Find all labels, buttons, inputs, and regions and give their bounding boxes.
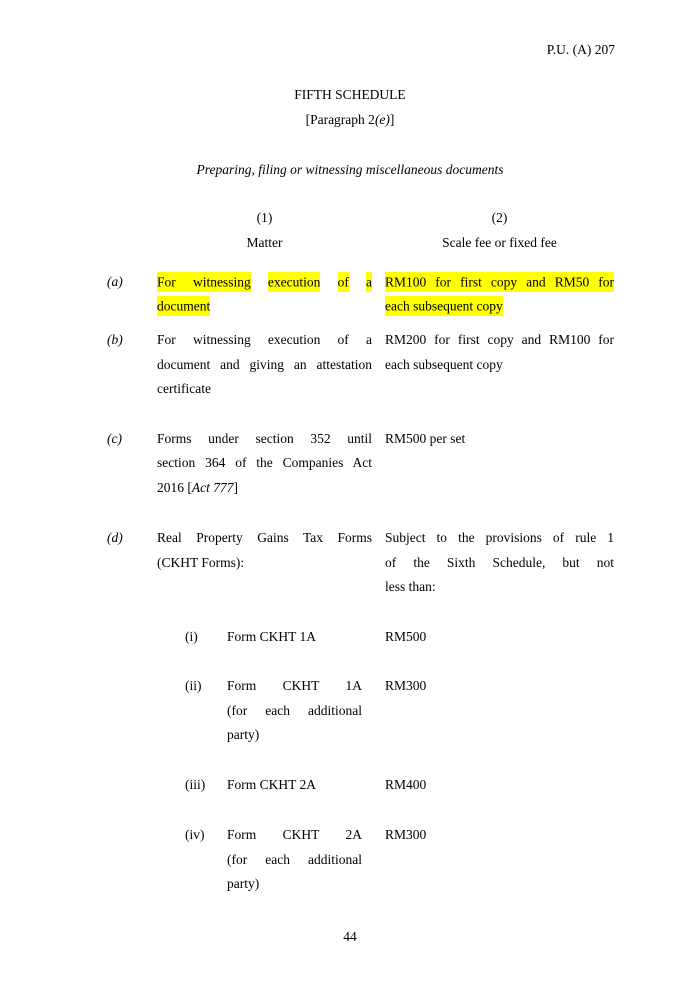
highlight: For witnessing: [157, 272, 251, 292]
table-header: [85, 206, 615, 255]
page-number: 44: [343, 928, 357, 944]
table-caption: Preparing, filing or witnessing miscellaneous documents: [196, 162, 504, 177]
row-label: (a): [107, 274, 123, 289]
act-reference: Act 777: [191, 479, 234, 495]
matter-cell: [157, 270, 372, 319]
matter-cell: Forms under section 352 until section 364 of the Companies Act 2016 [Act 777]: [157, 430, 372, 495]
fee-cell: RM200 for first copy and RM100 for each subsequent copy: [385, 332, 614, 372]
fee-cell: [385, 270, 614, 319]
highlight: RM100 for first copy and RM50 for: [385, 272, 614, 292]
fee-cell: RM400: [385, 776, 427, 792]
fee-cell: RM500 per set: [385, 430, 466, 446]
subrow-label: (iii): [185, 776, 206, 792]
matter-cell: Real Property Gains Tax Forms (CKHT Forms):: [157, 530, 372, 570]
table-row-c: [85, 427, 615, 501]
fee-cell: RM300: [385, 678, 427, 693]
fee-cell: RM300: [385, 827, 427, 842]
highlight: document: [157, 296, 210, 316]
highlight: a: [366, 272, 372, 292]
doc-reference: P.U. (A) 207: [546, 42, 615, 57]
highlight: each subsequent copy: [385, 296, 503, 316]
column-header-fee: [385, 206, 614, 255]
column-header-matter: [157, 206, 372, 255]
matter-cell: Form CKHT 2A: [227, 776, 317, 792]
matter-cell: Form CKHT 2A (for each additional party): [227, 827, 362, 891]
column-title-fee: Scale fee or fixed fee: [442, 234, 557, 250]
subrow-label: (iv): [185, 827, 205, 842]
column-title-matter: Matter: [246, 234, 283, 250]
table-row-a: [85, 270, 615, 319]
table-subrow-i: [85, 625, 615, 650]
table-row-d: [85, 526, 615, 600]
column-number-2: (2): [491, 210, 508, 225]
column-number-1: (1): [256, 210, 273, 225]
subrow-label: (i): [185, 628, 198, 644]
matter-cell: For witnessing execution of a document and giving an attestation certificate: [157, 332, 372, 396]
paragraph-reference: [Paragraph 2(e)]: [305, 112, 395, 127]
matter-cell: Form CKHT 1A (for each additional party): [227, 678, 362, 742]
schedule-title: FIFTH SCHEDULE: [294, 87, 406, 102]
subrow-label: (ii): [185, 678, 202, 693]
table-subrow-ii: [85, 674, 615, 748]
matter-cell: Form CKHT 1A: [227, 628, 317, 644]
table-row-b: [85, 328, 615, 402]
row-label: (d): [107, 530, 123, 545]
highlight: execution: [268, 272, 320, 292]
row-label: (c): [107, 430, 122, 446]
fee-cell: Subject to the provisions of rule 1 of the Sixth Schedule, but not less than:: [385, 530, 614, 594]
table-subrow-iv: [85, 823, 615, 897]
table-subrow-iii: [85, 773, 615, 798]
highlight: of: [338, 272, 349, 292]
row-label: (b): [107, 332, 123, 347]
fee-cell: RM500: [385, 628, 427, 644]
